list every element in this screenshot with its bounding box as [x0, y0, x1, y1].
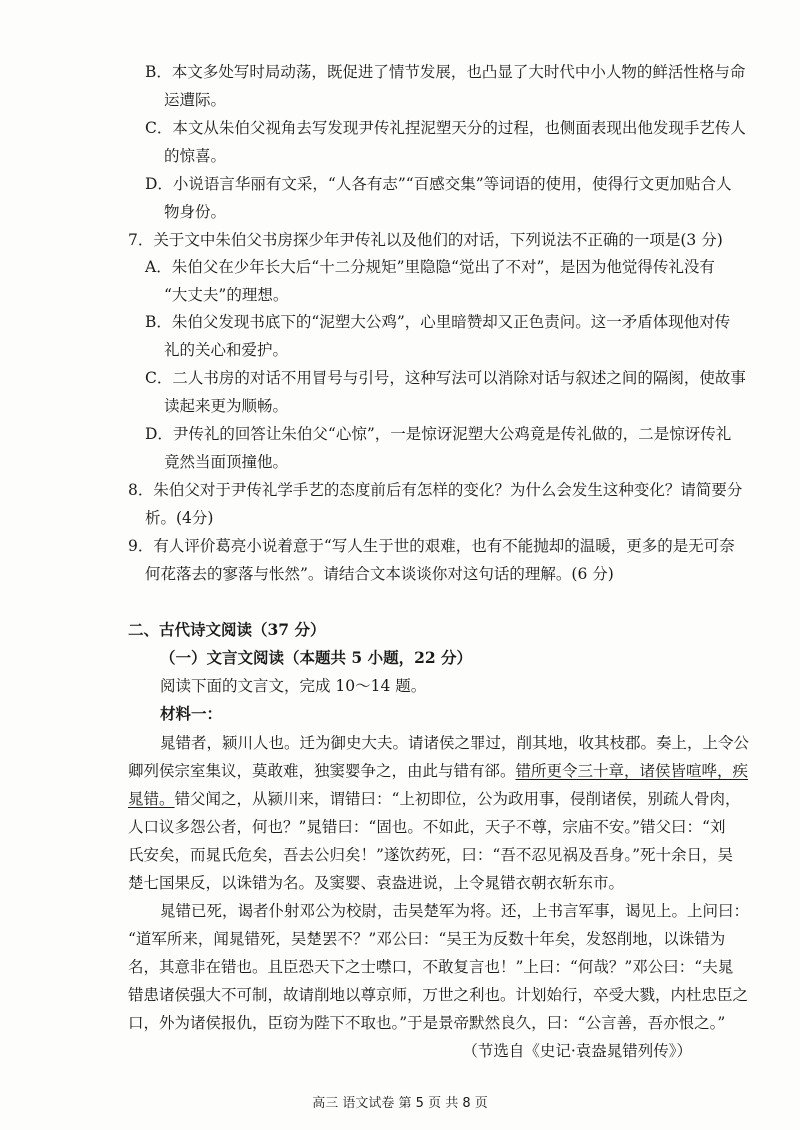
- material-text-span: 卿列侯宗室集议，莫敢难，独窦婴争之，由此与错有郤。: [128, 762, 516, 780]
- q7-option-c-line2: 读起来更为顺畅。: [164, 397, 289, 415]
- q8-line2: 析。(4分): [145, 509, 214, 527]
- q7-option-d-line1: D．尹传礼的回答让朱伯父“心惊”，一是惊讶泥塑大公鸡竟是传礼做的，二是惊讶传礼: [145, 425, 732, 443]
- q6-option-d-line1: D．小说语言华丽有文采，“人各有志”“百感交集”等词语的使用，使得行文更加贴合人: [145, 175, 732, 193]
- q7-stem: 7．关于文中朱伯父书房探少年尹传礼以及他们的对话，下列说法不正确的一项是(3 分): [128, 231, 723, 249]
- q6-option-c-line1: C．本文从朱伯父视角去写发现尹传礼捏泥塑天分的过程，也侧面表现出他发现手艺传人: [145, 119, 746, 137]
- material-text-line: 晁错者，颍川人也。迁为御史大夫。请诸侯之罪过，削其地，收其枝郡。奏上，上令公: [160, 734, 750, 752]
- q9-line2: 何花落去的寥落与怅然”。请结合文本谈谈你对这句话的理解。(6 分): [145, 565, 614, 583]
- material-text-line: 口，外为诸侯报仇，臣窃为陛下不取也。”于是景帝默然良久，曰：“公言善，吾亦恨之。”: [128, 1014, 726, 1032]
- q7-option-b-line1: B．朱伯父发现书底下的“泥塑大公鸡”，心里暗赞却又正色责问。这一矛盾体现他对传: [145, 313, 731, 331]
- material-text-line: 楚七国果反，以诛错为名。及窦婴、袁盎进说，上令晁错衣朝衣斩东市。: [128, 874, 625, 892]
- material-text-line: “道军所来，闻晁错死，吴楚罢不？”邓公曰：“吴王为反数十年矣，发怒削地，以诛错为: [128, 930, 726, 948]
- material-label: 材料一：: [160, 704, 223, 723]
- material-text-line: 氏安矣，而晁氏危矣，吾去公归矣！”遂饮药死，曰：“吾不忍见祸及吾身。”死十余日，吴: [128, 846, 734, 864]
- q9-line1: 9．有人评价葛亮小说着意于“写人生于世的艰难，也有不能抛却的温暖，更多的是无可奈: [128, 537, 735, 555]
- material-text-line: 晁错已死，谒者仆射邓公为校尉，击吴楚军为将。还，上书言军事，谒见上。上问曰：: [160, 902, 750, 920]
- page-footer: 高三 语文试卷 第 5 页 共 8 页: [312, 1096, 488, 1111]
- q7-option-a-line2: “大丈夫”的理想。: [164, 286, 289, 304]
- q7-option-a-line1: A．朱伯父在少年长大后“十二分规矩”里隐隐“觉出了不对”，是因为他觉得传礼没有: [145, 258, 715, 276]
- q6-option-b-line1: B．本文多处写时局动荡，既促进了情节发展，也凸显了大时代中小人物的鲜活性格与命: [145, 63, 746, 81]
- q6-option-d-line2: 物身份。: [164, 203, 227, 221]
- q7-option-b-line2: 礼的关心和爱护。: [164, 341, 289, 359]
- q8-line1: 8．朱伯父对于尹传礼学手艺的态度前后有怎样的变化？为什么会发生这种变化？请简要分: [128, 481, 743, 499]
- source-citation: （节选自《史记·袁盎晁错列传》）: [462, 1042, 692, 1060]
- material-text-line: [128, 788, 740, 810]
- q6-option-c-line2: 的惊喜。: [164, 147, 227, 165]
- subsection-title: （一）文言文阅读（本题共 5 小题，22 分）: [160, 648, 473, 667]
- material-text-line: 名，其意非在错也。且臣恐天下之士噤口，不敢复言也！”上曰：“何哉？”邓公曰：“夫晁: [128, 958, 734, 976]
- material-text-span: 错父闻之，从颍川来，谓错曰：“上初即位，公为政用事，侵削诸侯，别疏人骨肉，: [174, 790, 741, 808]
- underlined-sentence-part1: 错所更令三十章，诸侯皆喧哗，疾: [515, 762, 749, 780]
- q7-option-d-line2: 竟然当面顶撞他。: [164, 453, 289, 471]
- material-text-line: 错患诸侯强大不可制，故请削地以尊京师，万世之利也。计划始行，卒受大戮，内杜忠臣之: [128, 986, 749, 1004]
- material-text-line: [128, 760, 748, 782]
- section-title: 二、古代诗文阅读（37 分）: [128, 620, 326, 639]
- q7-option-c-line1: C．二人书房的对话不用冒号与引号，这种写法可以消除对话与叙述之间的隔阂，使故事: [145, 369, 746, 387]
- reading-instruction: 阅读下面的文言文，完成 10～14 题。: [160, 677, 427, 695]
- underlined-sentence-part2: 晁错。: [128, 790, 175, 808]
- material-text-line: 人口议多怨公者，何也？”晁错曰：“固也。不如此，天子不尊，宗庙不安。”错父曰：“刘: [128, 818, 726, 836]
- q6-option-b-line2: 运遭际。: [164, 91, 227, 109]
